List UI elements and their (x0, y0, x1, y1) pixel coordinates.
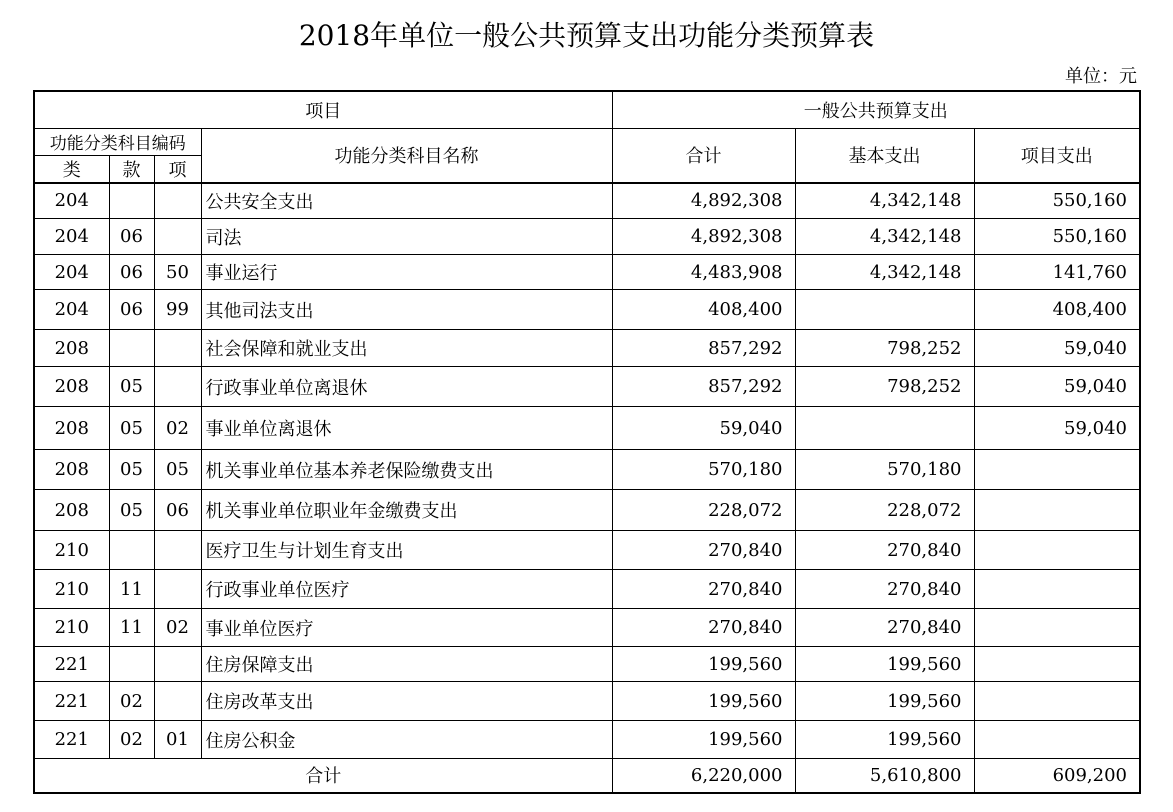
header-row-1 (34, 91, 1140, 128)
name-cell: 医疗卫生与计划生育支出 (201, 531, 612, 570)
basic-cell: 4,342,148 (795, 219, 974, 255)
name-cell: 事业单位离退休 (201, 407, 612, 450)
total-cell: 270,840 (612, 609, 795, 647)
project-cell (974, 682, 1140, 721)
code-xiang-cell (154, 647, 201, 682)
project-cell: 141,760 (974, 255, 1140, 290)
code-xiang-cell: 02 (154, 407, 201, 450)
total-cell: 857,292 (612, 367, 795, 407)
code-xiang-cell (154, 330, 201, 367)
project-cell (974, 721, 1140, 759)
project-cell (974, 570, 1140, 609)
code-xiang-cell: 50 (154, 255, 201, 290)
project-cell (974, 609, 1140, 647)
code-kuan-cell: 05 (109, 490, 154, 531)
code-xiang-cell: 01 (154, 721, 201, 759)
code-lei-cell: 204 (34, 183, 109, 219)
project-cell: 59,040 (974, 407, 1140, 450)
project-cell (974, 490, 1140, 531)
code-lei-cell: 221 (34, 682, 109, 721)
basic-cell: 270,840 (795, 609, 974, 647)
code-kuan-cell: 05 (109, 450, 154, 490)
name-cell: 社会保障和就业支出 (201, 330, 612, 367)
code-xiang-cell (154, 183, 201, 219)
total-cell: 199,560 (612, 682, 795, 721)
code-xiang-cell (154, 682, 201, 721)
table-row (34, 647, 1140, 682)
project-cell: 59,040 (974, 367, 1140, 407)
grand-project-cell: 609,200 (974, 759, 1140, 793)
header-item: 项目 (34, 91, 612, 128)
total-cell: 228,072 (612, 490, 795, 531)
code-xiang-cell (154, 219, 201, 255)
header-name: 功能分类科目名称 (201, 128, 612, 183)
total-cell: 408,400 (612, 290, 795, 330)
code-kuan-cell: 11 (109, 570, 154, 609)
code-kuan-cell: 06 (109, 219, 154, 255)
basic-cell (795, 290, 974, 330)
name-cell: 其他司法支出 (201, 290, 612, 330)
basic-cell: 199,560 (795, 682, 974, 721)
name-cell: 事业运行 (201, 255, 612, 290)
code-xiang-cell (154, 531, 201, 570)
grand-basic-cell: 5,610,800 (795, 759, 974, 793)
code-lei-cell: 208 (34, 330, 109, 367)
basic-cell (795, 407, 974, 450)
total-row (34, 759, 1140, 793)
project-cell: 550,160 (974, 183, 1140, 219)
code-kuan-cell: 11 (109, 609, 154, 647)
code-kuan-cell (109, 647, 154, 682)
basic-cell: 199,560 (795, 721, 974, 759)
basic-cell: 570,180 (795, 450, 974, 490)
name-cell: 公共安全支出 (201, 183, 612, 219)
project-cell: 59,040 (974, 330, 1140, 367)
code-lei-cell: 208 (34, 407, 109, 450)
basic-cell: 4,342,148 (795, 183, 974, 219)
code-xiang-cell (154, 570, 201, 609)
code-kuan-cell: 02 (109, 721, 154, 759)
total-cell: 270,840 (612, 570, 795, 609)
project-cell: 550,160 (974, 219, 1140, 255)
code-lei-cell: 208 (34, 490, 109, 531)
code-lei-cell: 221 (34, 647, 109, 682)
unit-label: 单位：元 (1065, 66, 1137, 87)
total-cell: 570,180 (612, 450, 795, 490)
total-cell: 59,040 (612, 407, 795, 450)
code-xiang-cell: 99 (154, 290, 201, 330)
code-kuan-cell: 05 (109, 407, 154, 450)
header-kuan: 款 (109, 155, 154, 183)
table-row (34, 255, 1140, 290)
basic-cell: 798,252 (795, 367, 974, 407)
page-title: 2018年单位一般公共预算支出功能分类预算表 (298, 19, 875, 52)
code-kuan-cell (109, 531, 154, 570)
total-cell: 4,892,308 (612, 183, 795, 219)
header-xiang: 项 (154, 155, 201, 183)
table-row (34, 450, 1140, 490)
header-code: 功能分类科目编码 (34, 128, 201, 155)
name-cell: 机关事业单位职业年金缴费支出 (201, 490, 612, 531)
total-cell: 199,560 (612, 647, 795, 682)
total-cell: 857,292 (612, 330, 795, 367)
project-cell (974, 647, 1140, 682)
table-row (34, 367, 1140, 407)
code-kuan-cell: 05 (109, 367, 154, 407)
code-lei-cell: 204 (34, 290, 109, 330)
name-cell: 住房保障支出 (201, 647, 612, 682)
grand-total-cell: 6,220,000 (612, 759, 795, 793)
table-row (34, 330, 1140, 367)
code-kuan-cell: 06 (109, 290, 154, 330)
name-cell: 事业单位医疗 (201, 609, 612, 647)
code-lei-cell: 210 (34, 609, 109, 647)
name-cell: 行政事业单位离退休 (201, 367, 612, 407)
total-label: 合计 (34, 759, 612, 793)
basic-cell: 4,342,148 (795, 255, 974, 290)
code-kuan-cell: 06 (109, 255, 154, 290)
header-project: 项目支出 (974, 128, 1140, 183)
code-lei-cell: 208 (34, 367, 109, 407)
table-row (34, 183, 1140, 219)
table-row (34, 290, 1140, 330)
table-row (34, 531, 1140, 570)
header-basic: 基本支出 (795, 128, 974, 183)
code-lei-cell: 210 (34, 570, 109, 609)
code-lei-cell: 208 (34, 450, 109, 490)
code-xiang-cell: 02 (154, 609, 201, 647)
code-lei-cell: 210 (34, 531, 109, 570)
total-cell: 199,560 (612, 721, 795, 759)
basic-cell: 270,840 (795, 570, 974, 609)
code-kuan-cell (109, 183, 154, 219)
basic-cell: 228,072 (795, 490, 974, 531)
project-cell (974, 531, 1140, 570)
total-cell: 4,483,908 (612, 255, 795, 290)
code-xiang-cell: 06 (154, 490, 201, 531)
header-general-budget: 一般公共预算支出 (612, 91, 1140, 128)
header-lei: 类 (34, 155, 109, 183)
code-kuan-cell (109, 330, 154, 367)
code-lei-cell: 204 (34, 255, 109, 290)
header-row-2 (34, 128, 1140, 155)
table-row (34, 609, 1140, 647)
budget-table (33, 90, 1141, 794)
code-xiang-cell: 05 (154, 450, 201, 490)
table-row (34, 407, 1140, 450)
header-total: 合计 (612, 128, 795, 183)
name-cell: 行政事业单位医疗 (201, 570, 612, 609)
table-row (34, 721, 1140, 759)
project-cell (974, 450, 1140, 490)
basic-cell: 270,840 (795, 531, 974, 570)
basic-cell: 798,252 (795, 330, 974, 367)
project-cell: 408,400 (974, 290, 1140, 330)
name-cell: 住房改革支出 (201, 682, 612, 721)
table-row (34, 490, 1140, 531)
code-lei-cell: 204 (34, 219, 109, 255)
code-kuan-cell: 02 (109, 682, 154, 721)
table-row (34, 219, 1140, 255)
total-cell: 4,892,308 (612, 219, 795, 255)
name-cell: 司法 (201, 219, 612, 255)
code-xiang-cell (154, 367, 201, 407)
table-row (34, 570, 1140, 609)
basic-cell: 199,560 (795, 647, 974, 682)
name-cell: 机关事业单位基本养老保险缴费支出 (201, 450, 612, 490)
total-cell: 270,840 (612, 531, 795, 570)
code-lei-cell: 221 (34, 721, 109, 759)
name-cell: 住房公积金 (201, 721, 612, 759)
table-row (34, 682, 1140, 721)
